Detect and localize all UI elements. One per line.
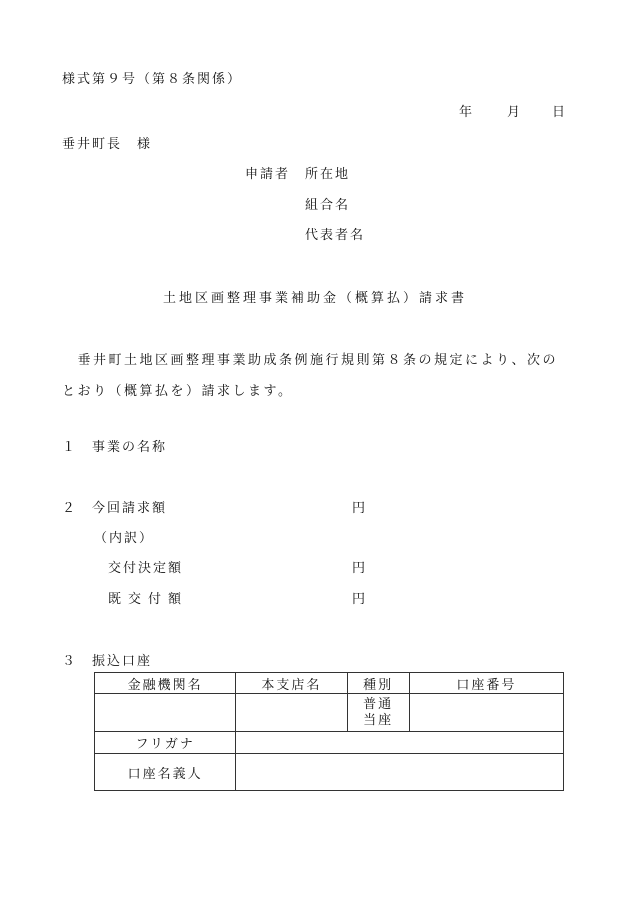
- request-amount-yen: 円: [352, 501, 368, 516]
- paid-amount-yen: 円: [352, 592, 368, 607]
- addressee: 垂井町長 様: [62, 137, 153, 152]
- section-2-label: 今回請求額: [92, 501, 168, 516]
- furigana-cell[interactable]: [236, 732, 564, 754]
- paid-amount-label: 既交付額: [108, 592, 189, 607]
- granted-amount-label: 交付決定額: [108, 561, 184, 576]
- date-day-label: 日: [552, 105, 568, 120]
- section-2: [62, 497, 167, 516]
- furigana-label: フリガナ: [95, 732, 236, 754]
- granted-amount-yen: 円: [352, 561, 368, 576]
- body-text: 垂井町土地区画整理事業助成条例施行規則第８条の規定により、次のとおり（概算払を）請求します。: [62, 353, 559, 399]
- bank-table-header-row: [95, 673, 564, 694]
- applicant-representative-label: 代表者名: [305, 228, 366, 243]
- header-account-number: 口座番号: [409, 673, 563, 694]
- account-holder-row: [95, 754, 564, 791]
- furigana-row: [95, 732, 564, 754]
- account-holder-cell[interactable]: [236, 754, 564, 791]
- account-type-options: [363, 697, 393, 729]
- account-type-current: 当座: [363, 712, 394, 728]
- branch-name-cell[interactable]: [236, 694, 347, 732]
- applicant-label: 申請者: [245, 167, 291, 182]
- section-2-number: ２: [62, 501, 78, 516]
- bank-account-table: [94, 672, 564, 791]
- section-1-label: 事業の名称: [92, 440, 168, 455]
- document-title: 土地区画整理事業補助金（概算払）請求書: [162, 291, 467, 306]
- header-bank-name: 金融機関名: [95, 673, 236, 694]
- date-year-label: 年: [459, 105, 475, 120]
- section-3: [62, 650, 152, 669]
- account-type-cell[interactable]: [347, 694, 409, 732]
- header-account-type: 種別: [347, 673, 409, 694]
- form-number: 様式第９号（第８条関係）: [62, 72, 243, 87]
- section-3-label: 振込口座: [92, 654, 153, 669]
- applicant-union-label: 組合名: [305, 198, 351, 213]
- bank-table-data-row: [95, 694, 564, 732]
- account-type-ordinary: 普通: [363, 696, 394, 712]
- body-paragraph: [62, 345, 568, 407]
- date-month-label: 月: [507, 105, 523, 120]
- section-3-number: ３: [62, 654, 78, 669]
- section-1: [62, 436, 167, 455]
- breakdown-label: （内訳）: [94, 531, 155, 546]
- account-holder-label: 口座名義人: [95, 754, 236, 791]
- bank-name-cell[interactable]: [95, 694, 236, 732]
- header-branch-name: 本支店名: [236, 673, 347, 694]
- applicant-address-label: 所在地: [305, 167, 351, 182]
- account-number-cell[interactable]: [409, 694, 563, 732]
- section-1-number: １: [62, 440, 78, 455]
